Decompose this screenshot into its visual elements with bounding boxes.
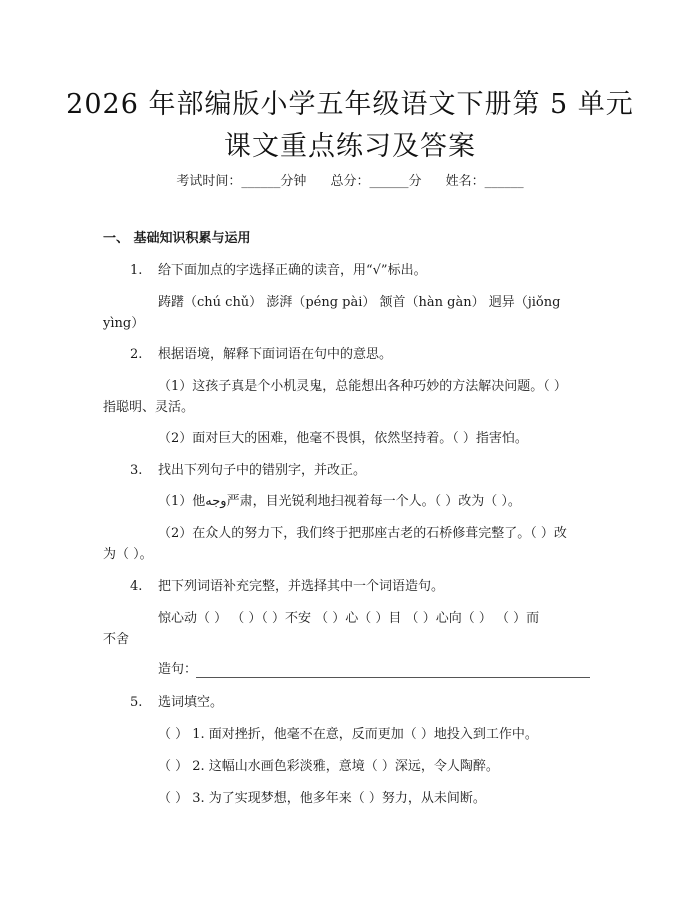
pinyin-options-line1: 踌躇（chú chǔ） 澎湃（péng pài） 颔首（hàn gàn） 迥异（jiǒng [158,295,561,310]
sub-question-text: （2）面对巨大的困难，他毫不畏惧，依然坚持着。（ ）指害怕。 [158,431,528,446]
sentence-answer-line[interactable] [196,677,590,678]
question-text: 把下列词语补充完整，并选择其中一个词语造句。 [158,579,445,594]
choice-item: （ ） 3. 为了实现梦想，他多年来（ ）努力，从未间断。 [158,791,486,806]
page-title-line2: 课文重点练习及答案 [224,131,476,162]
question-5 [130,694,223,712]
sub-question-text: 为（ ）。 [103,547,153,562]
choice-item: （ ） 1. 面对挫折，他毫不在意，反而更加（ ）地投入到工作中。 [158,727,538,742]
student-name: 姓名：______ [445,174,524,189]
choice-item: （ ） 2. 这幅山水画色彩淡雅，意境（ ）深远，令人陶醉。 [158,759,499,774]
question-4 [130,578,444,596]
pinyin-options-line2: yìng） [103,316,145,331]
question-text: 根据语境，解释下面词语在句中的意思。 [158,347,393,362]
sub-question-text: 指聪明、灵活。 [103,400,195,415]
question-1 [130,262,427,280]
idiom-blanks-line1: 惊心动（ ） （ ）（ ）不安 （ ）心（ ）目 （ ）心向（ ） （ ）而 [158,611,540,626]
question-number: 3. [130,463,143,478]
page-title-line1: 2026 年部编版小学五年级语文下册第 5 单元 [66,89,634,120]
question-text: 给下面加点的字选择正确的读音，用“√”标出。 [158,263,427,278]
question-text: 选词填空。 [158,695,224,710]
exam-time: 考试时间：______分钟 [176,174,307,189]
exam-score: 总分：______分 [330,174,422,189]
question-number: 5. [130,695,143,710]
section-heading: 一、 基础知识积累与运用 [103,231,251,246]
question-number: 2. [130,347,143,362]
sub-question-text: （1）这孩子真是个小机灵鬼，总能想出各种巧妙的方法解决问题。（ ） [158,379,567,394]
question-3 [130,462,366,480]
question-2 [130,346,392,364]
question-number: 1. [130,263,143,278]
question-text: 找出下列句子中的错别字，并改正。 [158,463,367,478]
sub-question-text: （1）他وجه严肃，目光锐利地扫视着每一个人。（ ）改为（ ）。 [158,494,521,509]
sub-question-text: （2）在众人的努力下，我们终于把那座古老的石桥修葺完整了。（ ）改 [158,526,567,541]
sentence-label: 造句： [158,662,198,677]
question-number: 4. [130,579,143,594]
idiom-blanks-line2: 不舍 [103,632,130,647]
exam-meta [0,170,700,189]
